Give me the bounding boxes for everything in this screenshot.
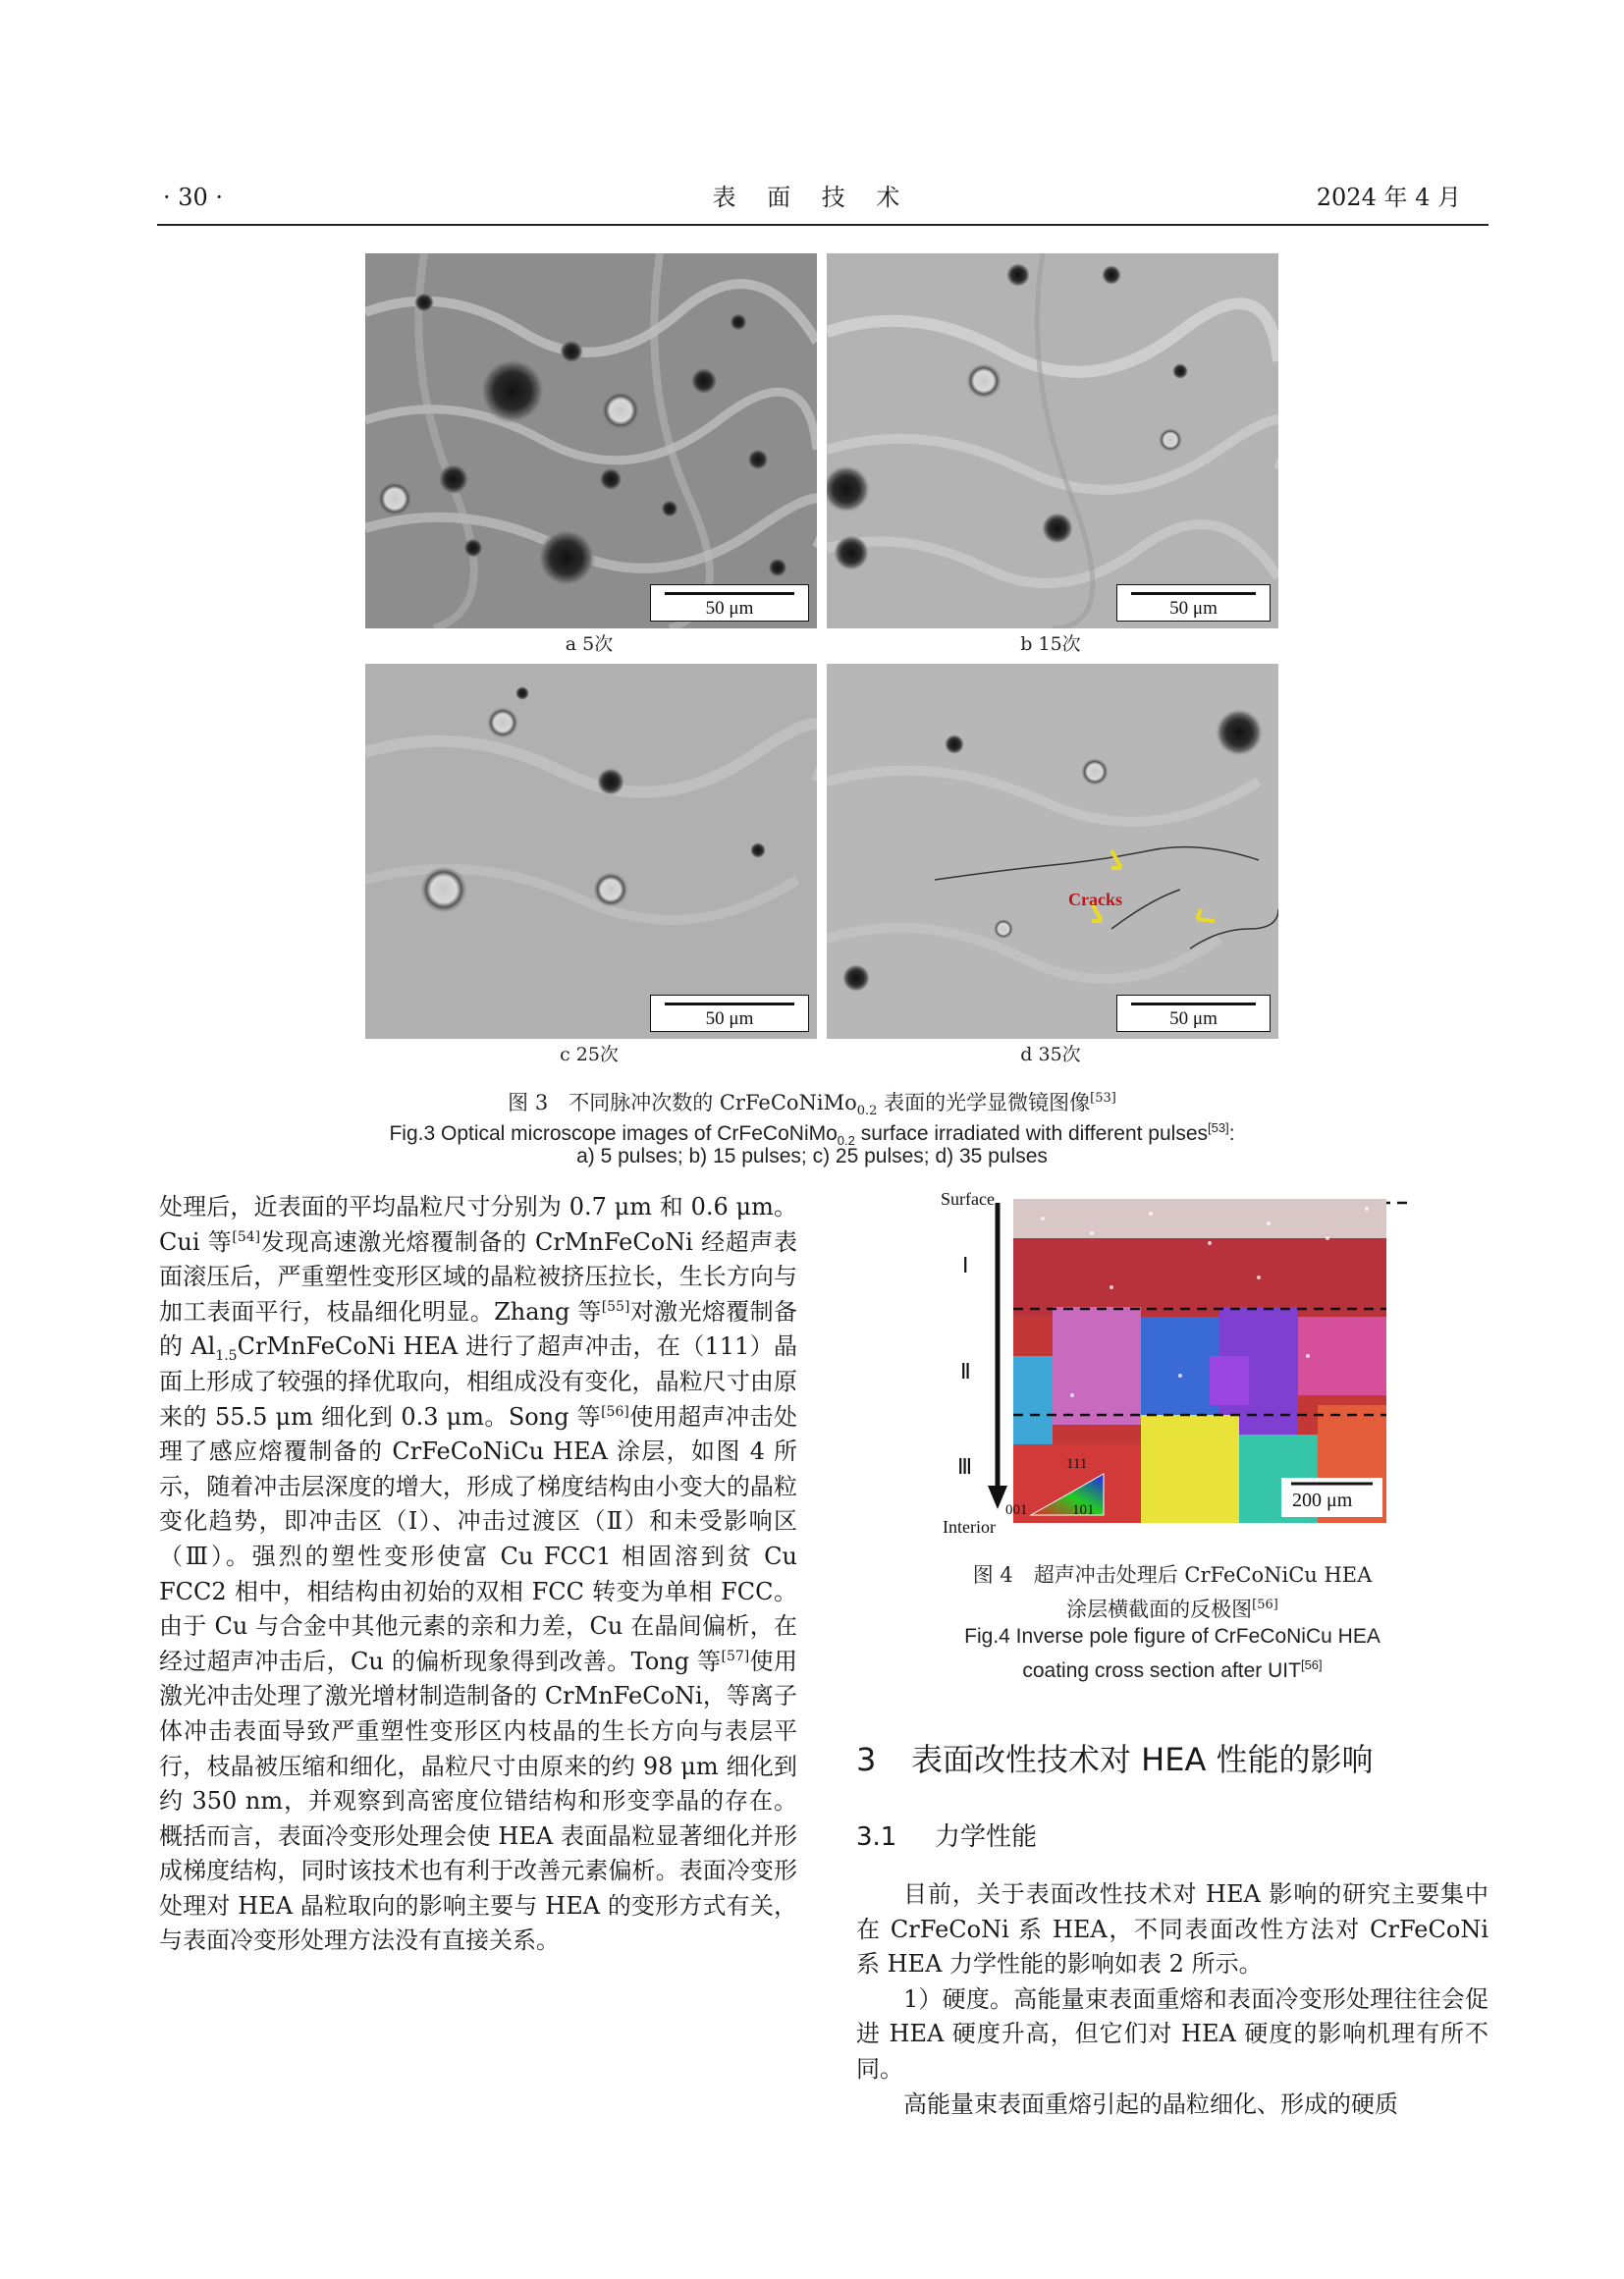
paragraph: 处理后，近表面的平均晶粒尺寸分别为 0.7 μm 和 0.6 μm。Cui 等[54]发现高速激光熔覆制备的 CrMnFeCoNi 经超声表面滚压后，严重塑性变形区域的晶粒被挤压拉长，生长方向与加工表面平行，枝晶细化明显。Zhang 等[55]对激光熔覆制备的 $Al_{1.5}CrMnFeCoNi$ HEA 进行了超声冲击，在（111）晶面上形成了较强的择优取向，相组成没有变化，晶粒尺寸由原来的 55.5 μm 细化到 0.3 μm。Song 等[56]使用超声冲击处理了感应熔覆制备的 CrFeCoNiCu HEA 涂层，如图 4 所示，随着冲击层深度的增大，形成了梯度结构由小变大的晶粒变化趋势，即冲击区（Ⅰ）、冲击过渡区（Ⅱ）和未受影响区（Ⅲ）。强烈的塑性变形使富 Cu FCC1 相固溶到贫 Cu FCC2 相中，相结构由初始的双相 FCC 转变为单相 FCC。由于 Cu 与合金中其他元素的亲和力差，Cu 在晶间偏析，在经过超声冲击后，Cu 的偏析现象得到改善。Tong 等[57]使用激光冲击处理了激光增材制造制备的 CrMnFeCoNi，等离子体冲击表面导致严重塑性变形区内枝晶的生长方向与表层平行，枝晶被压缩和细化，晶粒尺寸由原来的约 98 μm 细化到约 350 nm，并观察到高密度位错结构和形变孪晶的存在。概括而言，表面冷变形处理会使 HEA 表面晶粒显著细化并形成梯度结构，同时该技术也有利于改善元素偏析。表面冷变形处理对 HEA 晶粒取向的影响主要与 HEA 的变形方式有关，与表面冷变形处理方法没有直接关系。 <box>159 1193 798 1955</box>
fig4-caption-cn-1: 图 4 超声冲击处理后 CrFeCoNiCu HEA <box>972 1563 1373 1587</box>
fig3-subcaption-c: c 25次 <box>560 1044 619 1065</box>
zone-2-label: Ⅱ <box>960 1359 971 1384</box>
section-heading: 3 表面改性技术对 HEA 性能的影响 <box>856 1741 1374 1778</box>
page-number: · 30 · <box>163 184 224 211</box>
fig3-panel-b-micrograph <box>827 253 1278 628</box>
fig4-ipf-triangle <box>1029 1470 1108 1519</box>
fig3-panel-d <box>827 664 1278 1039</box>
fig4-ipf-map <box>1013 1199 1386 1523</box>
scale-bar: 50 μm <box>650 995 809 1032</box>
scale-bar: 50 μm <box>650 584 809 622</box>
fig3-subcaption-a: a 5次 <box>565 633 614 655</box>
fig3-caption-cn: 图 3 不同脉冲次数的 CrFeCoNiMo$_{0.2}$ 表面的光学显微镜图像[53] <box>508 1091 1116 1119</box>
paragraph: 1）硬度。高能量束表面重熔和表面冷变形处理往往会促进 HEA 硬度升高，但它们对 HEA 硬度的影响机理有所不同。 <box>856 1984 1489 2083</box>
fig4-scale-label: 200 μm <box>1292 1490 1353 1511</box>
fig3-panel-c <box>365 664 817 1039</box>
fig4-caption-cn-2: 涂层横截面的反极图[56] <box>1066 1598 1278 1621</box>
fig3-subcaption-d: d 35次 <box>1020 1044 1081 1065</box>
zone-1-label: Ⅰ <box>962 1253 969 1277</box>
paragraph: 高能量束表面重熔引起的晶粒细化、形成的硬质 <box>903 2089 1398 2118</box>
fig3-caption-en-line2: a) 5 pulses; b) 15 pulses; c) 25 pulses; d) 35 pulses <box>576 1145 1048 1167</box>
scale-bar: 50 μm <box>1116 584 1271 622</box>
fig3-subcaption-b: b 15次 <box>1020 633 1081 655</box>
left-column-text <box>159 1190 797 1959</box>
ipf-101-label: 101 <box>1072 1502 1095 1518</box>
fig4-caption-en-2: coating cross section after UIT[56] <box>1022 1657 1323 1682</box>
fig3-panel-b <box>827 253 1278 628</box>
fig4-caption-en-1: Fig.4 Inverse pole figure of CrFeCoNiCu HEA <box>964 1625 1380 1648</box>
journal-title: 表 面 技 术 <box>712 184 912 211</box>
cracks-label: Cracks <box>1068 890 1122 909</box>
issue-date: 2024 年 4 月 <box>1316 184 1461 211</box>
fig4-interior-label: Interior <box>943 1517 996 1537</box>
fig3-caption-en: Fig.3 Optical microscope images of CrFeCoNiMo$_{0.2}$ surface irradiated with different pulses[53]: <box>389 1120 1235 1149</box>
right-column-text <box>856 1877 1489 2122</box>
fig3-panel-a <box>365 253 817 628</box>
zone-3-label: Ⅲ <box>957 1454 973 1479</box>
ipf-111-label: 111 <box>1066 1456 1088 1472</box>
subsection-heading: 3.1 力学性能 <box>856 1822 1038 1852</box>
fig3-panel-d-micrograph <box>827 664 1278 1039</box>
paragraph: 目前，关于表面改性技术对 HEA 影响的研究主要集中在 CrFeCoNi 系 HEA，不同表面改性方法对 CrFeCoNi 系 HEA 力学性能的影响如表 2 所示。 <box>856 1880 1489 1979</box>
scale-bar: 50 μm <box>1116 995 1271 1032</box>
fig3-panel-c-micrograph <box>365 664 817 1039</box>
fig3-panel-a-micrograph <box>365 253 817 628</box>
fig4-surface-label: Surface <box>941 1189 995 1209</box>
header-rule <box>157 224 1489 226</box>
ipf-001-label: 001 <box>1005 1502 1028 1518</box>
